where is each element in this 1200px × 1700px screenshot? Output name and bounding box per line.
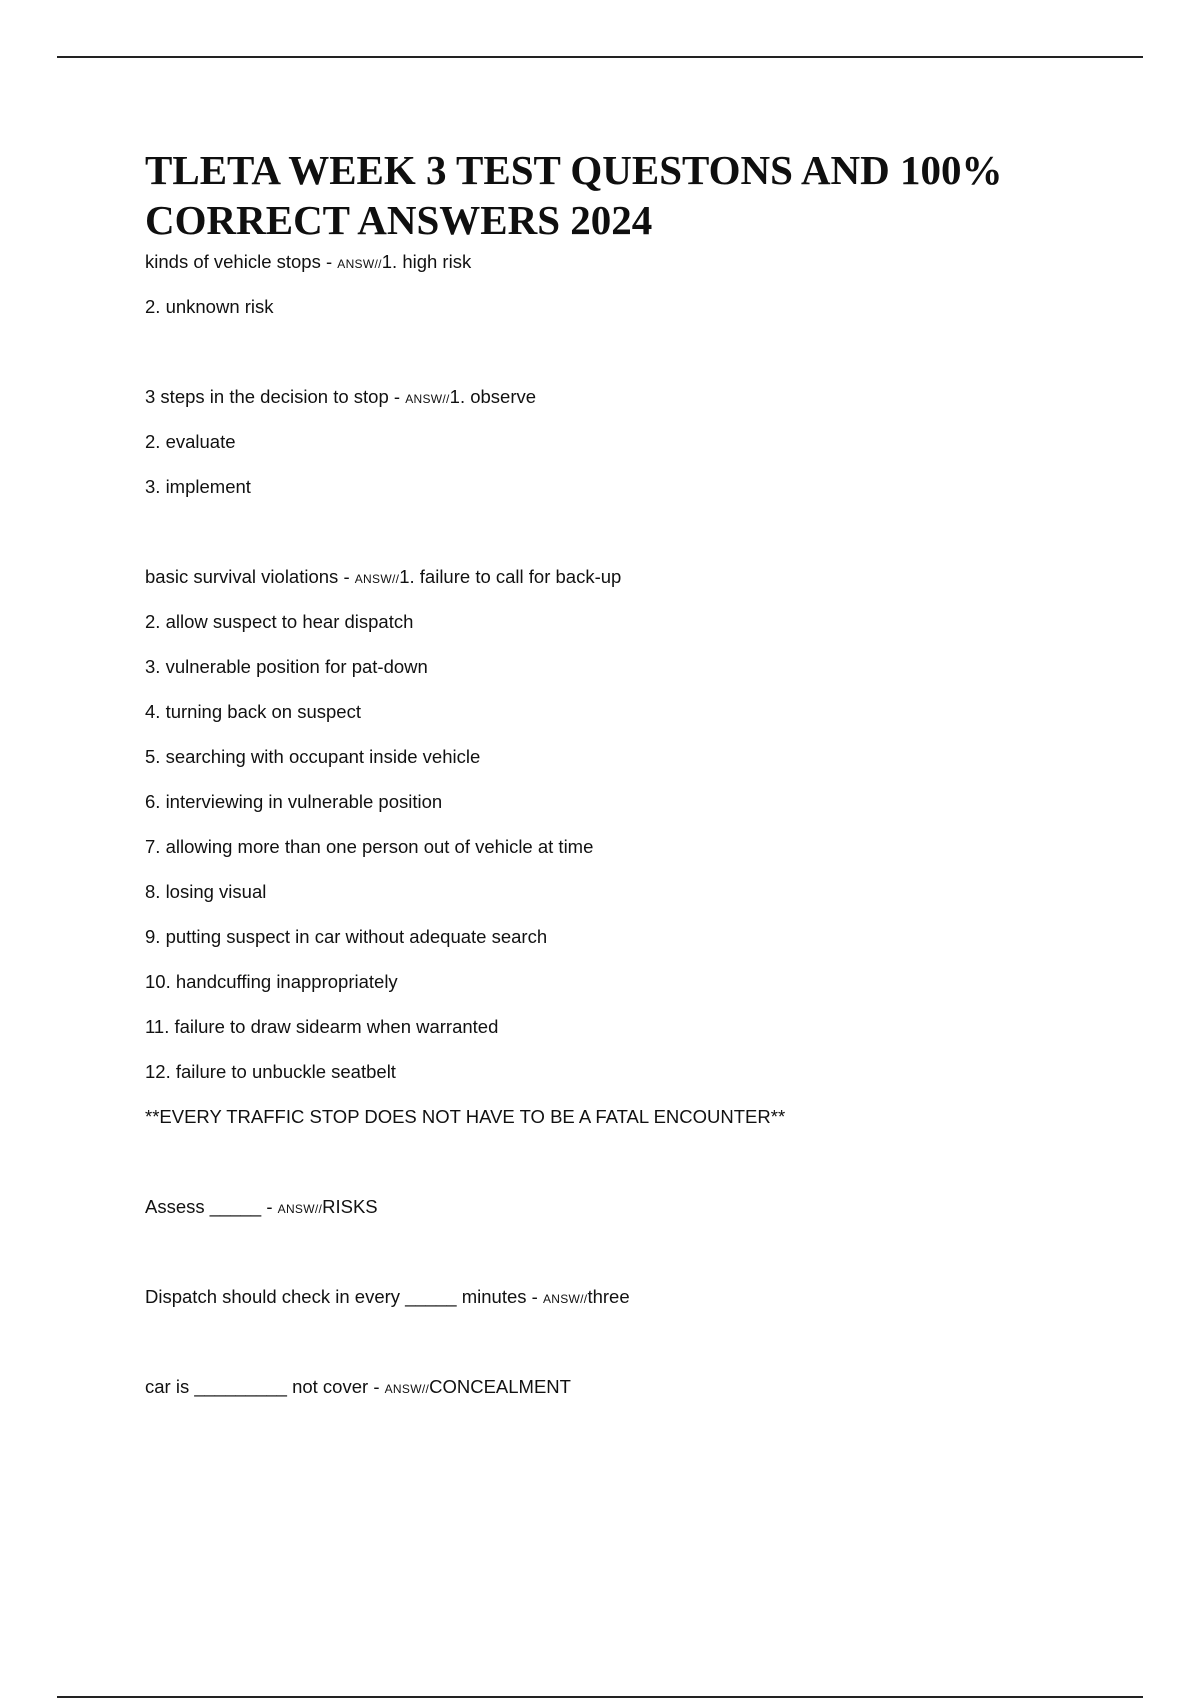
answer-text: RISKS [322,1196,378,1217]
spacer [145,341,1105,386]
answer-tag: ANSW// [542,1292,588,1306]
answer-tag: ANSW// [277,1202,323,1216]
answer-line: 5. searching with occupant inside vehicle [145,746,481,767]
question-text: 3 steps in the decision to stop - [145,386,406,407]
answer-line: 9. putting suspect in car without adequate search [145,926,548,947]
answer-text: 1. failure to call for back-up [399,566,622,587]
question-line [145,1376,1105,1421]
note-line: **EVERY TRAFFIC STOP DOES NOT HAVE TO BE A FATAL ENCOUNTER** [145,1106,786,1127]
answer-line: 12. failure to unbuckle seatbelt [145,1061,396,1082]
page-title: TLETA WEEK 3 TEST QUESTONS AND 100% CORRECT ANSWERS 2024 [145,147,1003,243]
answer-line: 3. vulnerable position for pat-down [145,656,428,677]
answer-text: CONCEALMENT [429,1376,571,1397]
answer-line: 8. losing visual [145,881,267,902]
answer-line: 6. interviewing in vulnerable position [145,791,443,812]
answer-line: 2. allow suspect to hear dispatch [145,611,414,632]
answer-line: 2. unknown risk [145,296,274,317]
question-line [145,1286,1105,1331]
question-line [145,386,1105,431]
answer-text: 1. high risk [381,251,472,272]
answer-line: 4. turning back on suspect [145,701,361,722]
bottom-rule [57,1696,1143,1698]
spacer [145,1241,1105,1286]
answer-text: three [587,1286,630,1307]
spacer [145,1151,1105,1196]
answer-tag: ANSW// [354,572,400,586]
answer-tag: ANSW// [337,257,382,271]
question-line [145,566,1105,611]
answer-tag: ANSW// [384,1382,430,1396]
answer-line: 2. evaluate [145,431,236,452]
question-text: basic survival violations - [145,566,355,587]
answer-line: 3. implement [145,476,251,497]
answer-line: 11. failure to draw sidearm when warranted [145,1016,499,1037]
answer-line: 7. allowing more than one person out of vehicle at time [145,836,594,857]
question-text: car is _________ not cover - [145,1376,385,1397]
top-rule [57,56,1143,58]
question-text: Dispatch should check in every _____ minutes - [145,1286,543,1307]
question-line [145,251,1105,296]
answer-line: 10. handcuffing inappropriately [145,971,398,992]
document-body [145,145,1105,1421]
answer-tag: ANSW// [405,392,450,406]
spacer [145,521,1105,566]
spacer [145,1331,1105,1376]
answer-text: 1. observe [449,386,537,407]
question-text: kinds of vehicle stops - [145,251,338,272]
question-text: Assess _____ - [145,1196,278,1217]
question-line [145,1196,1105,1241]
